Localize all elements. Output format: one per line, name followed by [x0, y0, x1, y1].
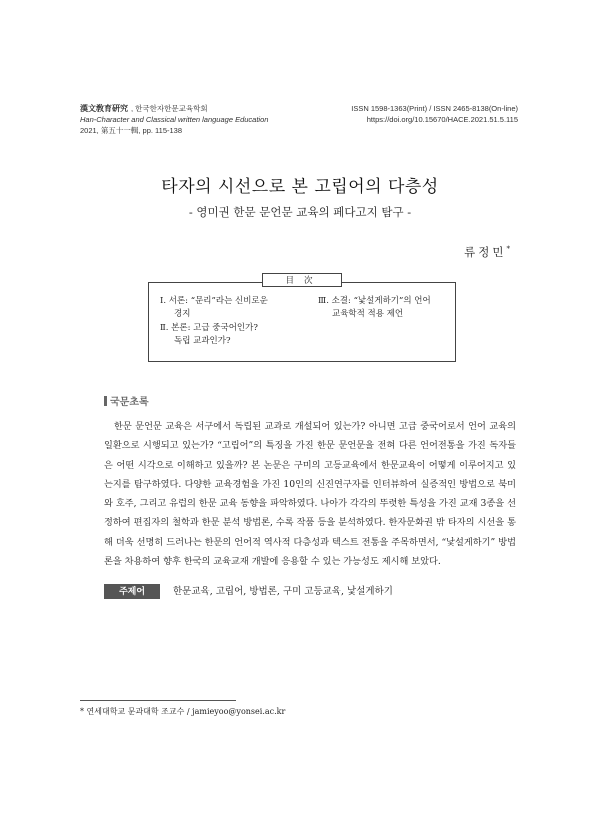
abstract-heading — [104, 393, 149, 408]
toc-item-1-line2: 경지 — [174, 309, 191, 319]
identifiers — [351, 103, 518, 125]
author-footnote-mark: * — [506, 245, 510, 254]
toc-item-3 — [318, 295, 431, 321]
toc-item-2-line2: 독립 교과인가? — [174, 336, 231, 346]
footnote-divider — [80, 700, 236, 701]
toc-item-2 — [160, 322, 258, 348]
keywords-text: 한문교육, 고립어, 방법론, 구미 고등교육, 낯설게하기 — [173, 586, 393, 597]
toc-item-3-line1: Ⅲ. 소결: “낯설게하기”의 언어 — [318, 296, 431, 306]
journal-header — [80, 103, 268, 136]
heading-bar-icon — [104, 396, 107, 406]
paper-title: 타자의 시선으로 본 고립어의 다층성 — [161, 177, 439, 197]
toc-item-1 — [160, 295, 268, 321]
toc-item-2-line1: Ⅱ. 본론: 고급 중국어인가? — [160, 323, 258, 333]
abstract-heading-label: 국문초록 — [110, 397, 149, 408]
issn: ISSN 1598-1363(Print) / ISSN 2465-8138(On-line) — [351, 104, 518, 113]
doi-link[interactable]: https://doi.org/10.15670/HACE.2021.51.5.115 — [366, 115, 518, 124]
toc-item-1-line1: Ⅰ. 서론: “문리”라는 신비로운 — [160, 296, 268, 306]
society-name: , 한국한자한문교육학회 — [131, 104, 208, 113]
toc-item-3-line2: 교육학적 적용 제언 — [332, 309, 404, 319]
toc-heading: 目次 — [262, 273, 342, 287]
paper-subtitle: - 영미권 한문 문언문 교육의 페다고지 탐구 - — [188, 205, 412, 219]
journal-name-hanja: 漢文敎育硏究 — [80, 103, 128, 113]
journal-name-english: Han-Character and Classical written language Education — [80, 115, 269, 124]
issue-info: 2021, 第五十一輯, pp. 115-138 — [80, 126, 182, 135]
author-name: 류정민 — [464, 245, 507, 259]
abstract-text: 한문 문언문 교육은 서구에서 독립된 교과로 개설되어 있는가? 아니면 고급 중국어로서 언어 교육의 일환으로 시행되고 있는가? “고립어”의 특징을 가진 한문 문언문을 전혀 다른 언어전통을 가진 독자들은 어떤 시각으로 이해하고 있을까? 본 논문은 구미의 고등교육에서 한문교육이 어떻게 이루어지고 있는지를 탐구하였다. 다양한 교육경험을 가진 10인의 신진연구자를 인터뷰하여 실증적인 방법으로 북미와 호주, 그리고 유럽의 한문 교육 동향을 파악하였다. 나아가 각각의 뚜렷한 특성을 가진 교재 3종을 선정하여 편집자의 철학과 한문 분석 방법론, 수록 작품 등을 분석하였다. 한자문화권 밖 타자의 시선을 통해 더욱 선명히 드러나는 한문의 언어적 역사적 다층성과 텍스트 전통을 주목하면서, “낯설게하기” 방법론을 차용하여 향후 한국의 교육교재 개발에 응용할 수 있는 가능성도 제시해 보았다. — [104, 421, 516, 568]
keywords-label: 주제어 — [104, 584, 160, 599]
author — [464, 244, 510, 260]
footnote: * 연세대학교 문과대학 조교수 / jamieyoo@yonsei.ac.kr — [80, 707, 286, 716]
